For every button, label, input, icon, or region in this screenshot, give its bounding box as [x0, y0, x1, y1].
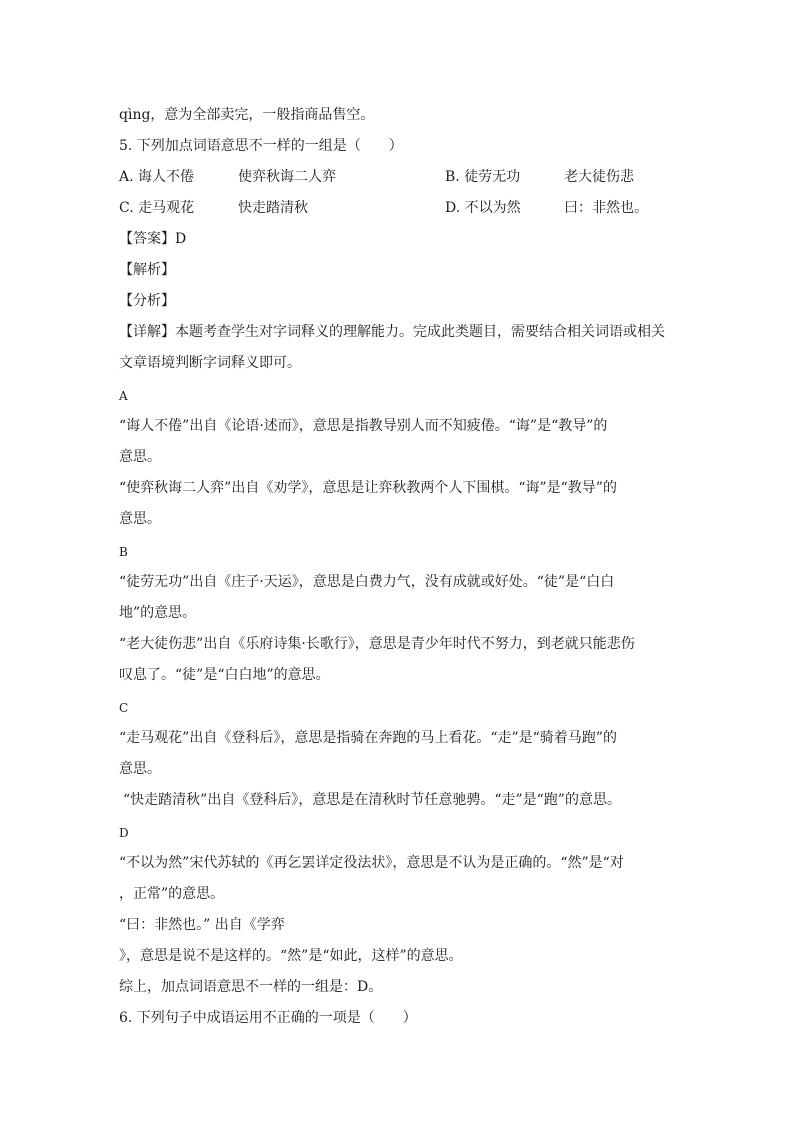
explanation-line: “诲人不倦”出自《论语·述而》，意思是指教导别人而不知疲倦。“诲”是“教导”的 — [119, 418, 608, 434]
analysis-subheading: 【分析】 — [119, 293, 175, 309]
explanation-line: “不以为然”宋代苏轼的《再乞罢详定役法状》，意思是不认为是正确的。“然”是“对 — [119, 855, 624, 871]
explanation-line: “使弈秋诲二人弈”出自《劝学》，意思是让弈秋教两个人下围棋。“诲”是“教导”的 — [119, 480, 617, 496]
option-c-first: C. 走马观花 — [119, 200, 195, 216]
summary-line: 综上，加点词语意思不一样的一组是：D。 — [119, 979, 383, 995]
section-label-b: B — [119, 545, 128, 559]
explanation-line: “老大徒伤悲”出自《乐府诗集·长歌行》，意思是青少年时代不努力，到老就只能悲伤 — [119, 636, 635, 652]
explanation-line: 叹息了。“徒”是“白白地”的意思。 — [119, 667, 330, 683]
explanation-line: 地”的意思。 — [119, 605, 197, 621]
option-a-first: A. 诲人不倦 — [119, 169, 195, 185]
explanation-line: 》，意思是说不是这样的。“然”是“如此，这样”的意思。 — [119, 948, 463, 964]
section-label-c: C — [119, 701, 129, 715]
option-b-first: B. 徒劳无功 — [445, 169, 521, 185]
section-label-a: A — [119, 389, 128, 403]
explanation-line: 意思。 — [119, 761, 161, 777]
explanation-line: 文章语境判断字词释义即可。 — [119, 355, 301, 371]
option-c-second: 快走踏清秋 — [238, 200, 308, 216]
option-d-first: D. 不以为然 — [445, 200, 521, 216]
option-a-second: 使弈秋诲二人弈 — [238, 169, 336, 185]
explanation-line: “快走踏清秋”出自《登科后》，意思是在清秋时节任意驰骋。“走”是“跑”的意思。 — [123, 792, 621, 808]
explanation-line: ，正常”的意思。 — [119, 886, 225, 902]
answer-line: 【答案】D — [119, 231, 187, 247]
explanation-line: “曰：非然也。” 出自《学弈 — [119, 917, 285, 933]
explanation-line: “走马观花”出自《登科后》，意思是指骑在奔跑的马上看花。“走”是“骑着马跑”的 — [119, 730, 617, 746]
explanation-line: 【详解】本题考查学生对字词释义的理解能力。完成此类题目，需要结合相关词语或相关 — [119, 324, 665, 340]
text-line: qìng，意为全部卖完，一般指商品售空。 — [119, 107, 375, 123]
option-d-second: 曰：非然也。 — [564, 200, 648, 216]
section-label-d: D — [119, 826, 129, 840]
analysis-heading: 【解析】 — [119, 262, 175, 278]
option-b-second: 老大徒伤悲 — [564, 169, 634, 185]
question-5-stem: 5. 下列加点词语意思不一样的一组是（ ） — [119, 138, 403, 154]
explanation-line: 意思。 — [119, 449, 161, 465]
explanation-line: 意思。 — [119, 511, 161, 527]
explanation-line: “徒劳无功”出自《庄子·天运》，意思是白费力气，没有成就或好处。“徒”是“白白 — [119, 574, 615, 590]
question-6-stem: 6. 下列句子中成语运用不正确的一项是（ ） — [119, 1010, 417, 1026]
